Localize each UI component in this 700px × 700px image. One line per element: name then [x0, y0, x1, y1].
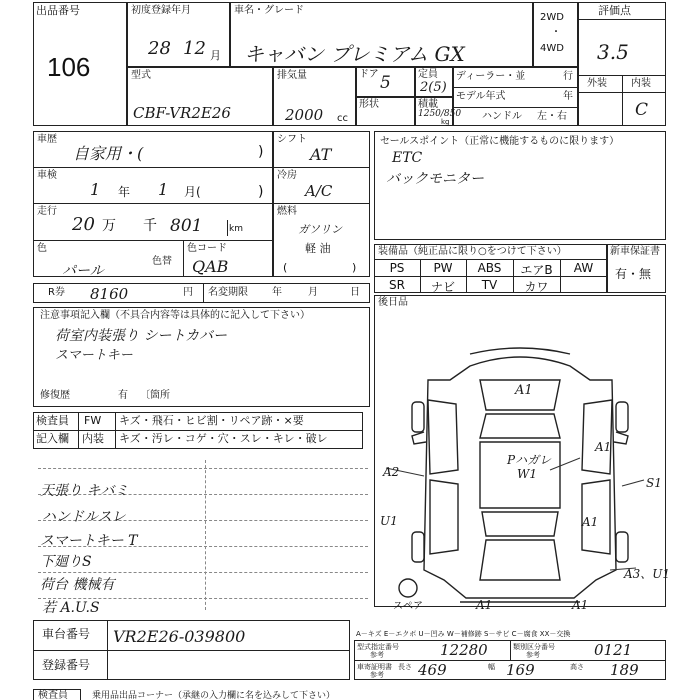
sales-point-line-1: ETC [392, 150, 423, 166]
lot-number: 106 [47, 52, 91, 82]
repair-place: 〔箇所 [140, 390, 170, 401]
inspection-label: 車検 [37, 170, 57, 181]
equip-leather: カワ [524, 280, 549, 294]
name-change-label: 名変期限 [208, 287, 248, 298]
damage-w1-roof: W1 [517, 467, 537, 481]
fw-list: キズ・飛石・ヒビ割・リペア跡・×要 [119, 414, 304, 427]
reg-month-suffix: 月 [210, 49, 221, 62]
inspection-month-suffix: 月( [184, 185, 201, 199]
load-value: 1250/850 [418, 109, 462, 119]
mileage-sen-unit: 千 [143, 218, 157, 234]
reg-year: 28 [148, 38, 171, 59]
color-code-label: 色コード [187, 243, 227, 254]
damage-a1-bumper-right: A1 [572, 598, 589, 612]
handnote-2: ハンドルスレ [42, 509, 126, 525]
equip-navi: ナビ [430, 280, 455, 294]
sales-point-line-2: バックモニター [386, 171, 484, 187]
grade-label: 評価点 [598, 4, 631, 17]
equip-aw: AW [573, 261, 594, 275]
damage-a1-right-front: A1 [595, 440, 612, 454]
color-label: 色 [37, 243, 47, 254]
damage-legend: A－キズ E－エクボ U－凹み W－補修跡 S－サビ C－腐食 XX－交換 [356, 630, 571, 638]
inspection-year: 1 [90, 180, 101, 199]
damage-a1-bumper-left: A1 [476, 598, 493, 612]
name-change-day: 日 [350, 287, 360, 298]
width-value: 169 [506, 661, 535, 679]
model-year-end: 年 [563, 91, 573, 102]
length-value: 469 [418, 661, 447, 679]
notes-line-1: 荷室内装張り シートカバー [55, 328, 228, 344]
dealer-end: 行 [563, 71, 573, 82]
shift-label: シフト [277, 134, 307, 145]
history-label: 車歴 [37, 134, 57, 145]
width-label: 幅 [488, 663, 495, 671]
handle-options: 左・右 [537, 111, 567, 122]
class-no: 0121 [594, 641, 633, 659]
door-label: ドア [359, 69, 379, 80]
color-value: パール [62, 263, 104, 279]
drive-dot: ・ [551, 27, 561, 38]
capacity: 2(5) [420, 80, 447, 95]
drive-2wd: 2WD [540, 12, 564, 23]
shift-value: AT [310, 145, 332, 164]
mileage-man-value: 20 [72, 214, 95, 235]
capacity-label: 定員 [418, 69, 438, 80]
registration-label: 登録番号 [42, 658, 91, 672]
grade-value: 3.5 [597, 40, 629, 64]
height-value: 189 [610, 661, 639, 679]
entry-label: 記入欄 [36, 432, 69, 445]
interior-list: キズ・汚レ・コゲ・穴・スレ・キレ・破レ [119, 432, 328, 445]
recycle-label: R券 [48, 287, 65, 298]
fuel-paren-close: ) [352, 261, 357, 274]
door-count: 5 [380, 73, 391, 93]
drive-4wd: 4WD [540, 43, 564, 54]
inspector-label: 検査員 [36, 414, 69, 427]
fw-label: FW [84, 414, 102, 427]
type-no-label: 型式指定番号 [357, 643, 399, 651]
equip-ps: PS [389, 261, 405, 275]
equip-pw: PW [433, 261, 453, 275]
inspection-year-suffix: 年 [118, 185, 131, 199]
type-no: 12280 [440, 641, 488, 659]
displacement-label: 排気量 [277, 70, 307, 81]
model-code: CBF-VR2E26 [133, 104, 231, 122]
ac-value: A/C [305, 182, 333, 200]
equipment-label: 装備品（純正品に限り○をつけて下さい） [378, 246, 567, 257]
size-label: 車寄証明書 [357, 663, 392, 671]
equip-tv: TV [481, 278, 498, 292]
class-no-label: 類別区分番号 [513, 643, 555, 651]
equip-abs: ABS [477, 261, 502, 275]
displacement-unit: cc [337, 113, 348, 124]
load-label: 積載 [418, 99, 438, 110]
spare-label: スペア [393, 601, 423, 612]
mileage-label: 走行 [37, 206, 57, 217]
recycle-row [33, 283, 370, 303]
type-no-sub: 参考 [370, 651, 384, 659]
repair-label: 修復歴 [40, 390, 70, 401]
shape-label: 形状 [359, 99, 379, 110]
warranty-options: 有・無 [615, 267, 652, 281]
damage-a1-right-rear: A1 [582, 515, 599, 529]
equip-airbag: エアB [520, 263, 553, 277]
handle-label: ハンドル [482, 111, 522, 122]
bottom-note: 乗用品出品コーナー（承継の入力欄に名を込みして下さい） [92, 691, 336, 700]
recycle-yen: 円 [183, 287, 193, 298]
handnote-4: 下廻りS [40, 554, 92, 570]
interior-grade: C [635, 100, 649, 120]
sales-point-label: セールスポイント（正常に機能するものに限ります） [380, 136, 620, 147]
fuel-paren-open: ( [283, 261, 288, 274]
reg-date-label: 初度登録年月 [131, 5, 191, 16]
inspection-month: 1 [158, 180, 169, 199]
damage-a1-hood: A1 [515, 383, 533, 398]
history-close: ) [258, 144, 264, 160]
damage-a2-left: A2 [383, 465, 400, 479]
ac-label: 冷房 [277, 170, 297, 181]
class-no-sub: 参考 [526, 651, 540, 659]
color-code: QAB [192, 257, 229, 276]
chassis-number: VR2E26-039800 [113, 627, 246, 646]
exterior-label: 外装 [587, 78, 607, 89]
size-sub: 参考 [370, 671, 384, 679]
name-change-month: 月 [308, 287, 318, 298]
damage-p-peel: Pハガレ [507, 453, 552, 467]
repair-yes: 有 [118, 390, 128, 401]
equip-sr: SR [389, 278, 405, 292]
fuel-diesel: 軽 油 [305, 242, 331, 255]
displacement: 2000 [285, 106, 324, 124]
handnote-5: 荷台 機械有 [40, 577, 115, 593]
dealer-label: ディーラー・並 [456, 71, 526, 82]
handnote-1: 天張り キバミ [40, 483, 129, 499]
interior-check-label: 内装 [82, 432, 104, 445]
bottom-inspector-label: 検査員 [38, 690, 68, 700]
mileage-rest: 801 [170, 216, 203, 236]
chassis-label: 車台番号 [42, 627, 91, 641]
fuel-gasoline: ガソリン [298, 223, 342, 236]
length-label: 長さ [398, 663, 412, 671]
notes-line-2: スマートキー [55, 348, 133, 363]
mileage-km-unit: km [229, 224, 243, 234]
lot-number-label: 出品番号 [36, 4, 80, 17]
model-year-label: モデル年式 [456, 91, 506, 102]
model-label: 型式 [131, 70, 151, 81]
inspection-close: ) [258, 184, 264, 200]
color-change-label: 色替 [152, 256, 172, 267]
damage-a3-u1-rear: A3、U1 [624, 567, 671, 581]
handnote-3: スマートキー T [40, 533, 138, 549]
handnote-6: 若 A.U.S [42, 600, 100, 616]
load-unit: kg [441, 118, 450, 126]
height-label: 高さ [570, 663, 584, 671]
name-change-year: 年 [272, 287, 282, 298]
damage-u1-left: U1 [380, 514, 398, 528]
mileage-man-unit: 万 [102, 218, 116, 234]
damage-s1-right: S1 [646, 476, 662, 490]
car-name-label: 車名・グレード [234, 5, 304, 16]
recycle-value: 8160 [90, 285, 129, 303]
warranty-label: 新車保証書 [610, 246, 660, 257]
history: 自家用・( [73, 144, 144, 163]
after-item-label: 後日品 [378, 297, 408, 308]
reg-month: 12 [183, 38, 206, 59]
fuel-label: 燃料 [277, 206, 297, 217]
interior-label: 内装 [631, 78, 651, 89]
notes-label: 注意事項記入欄（不具合内容等は具体的に記入して下さい） [40, 310, 310, 321]
car-name: キャバン プレミアム GX [244, 42, 465, 66]
